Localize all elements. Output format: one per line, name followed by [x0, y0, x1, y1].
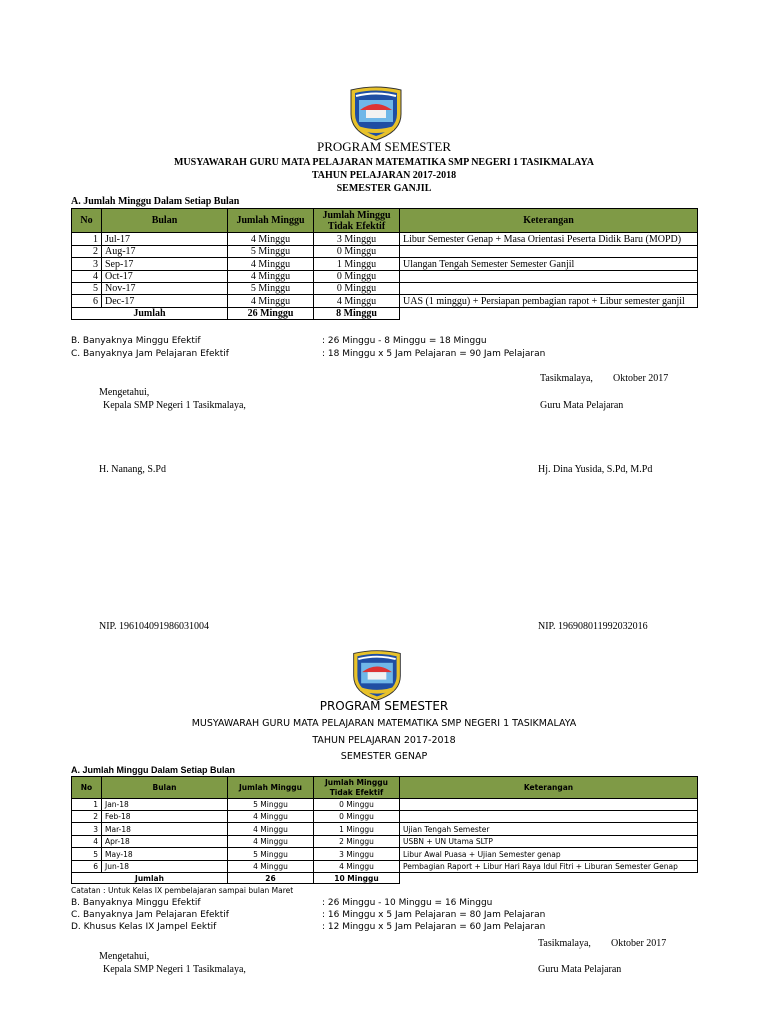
s2-table-body: [72, 799, 698, 884]
cell-jm: 4 Minggu: [228, 271, 314, 283]
cell-ket: [400, 246, 698, 258]
table-row: [72, 848, 698, 861]
cell-no: 5: [72, 848, 102, 861]
s1-date: Oktober 2017: [613, 373, 669, 384]
cell-jte: 3 Minggu: [314, 848, 400, 861]
cell-no: 2: [72, 246, 102, 258]
s1-header-no: No: [72, 209, 102, 233]
cell-ket: Ujian Tengah Semester: [400, 823, 698, 836]
s1-mengetahui: Mengetahui,: [99, 387, 150, 398]
s1-nip-right: NIP. 196908011992032016: [538, 621, 648, 632]
cell-ket: Libur Awal Puasa + Ujian Semester genap: [400, 848, 698, 861]
table-row: [72, 295, 698, 308]
cell-ket: [400, 811, 698, 823]
cell-bulan: May-18: [102, 848, 228, 861]
s2-b-label: B. Banyaknya Minggu Efektif: [71, 898, 201, 908]
s2-header-jte-line2: Tidak Efektif: [329, 787, 384, 797]
cell-bulan: Jul-17: [102, 233, 228, 246]
s2-c-value: : 16 Minggu x 5 Jam Pelajaran = 80 Jam Pelajaran: [322, 910, 546, 920]
s2-mengetahui: Mengetahui,: [99, 951, 150, 962]
total-jte: 8 Minggu: [314, 308, 400, 320]
cell-no: 6: [72, 295, 102, 308]
s2-semester: SEMESTER GENAP: [340, 751, 428, 762]
s2-c-label: C. Banyaknya Jam Pelajaran Efektif: [71, 910, 229, 920]
s1-name-left: H. Nanang, S.Pd: [99, 464, 166, 475]
cell-ket: Pembagian Raport + Libur Hari Raya Idul Fitri + Liburan Semester Genap: [400, 861, 698, 873]
cell-ket: Ulangan Tengah Semester Semester Ganjil: [400, 258, 698, 271]
cell-jm: 5 Minggu: [228, 799, 314, 811]
s2-table: [71, 776, 698, 884]
table-row: [72, 811, 698, 823]
cell-jte: 3 Minggu: [314, 233, 400, 246]
cell-bulan: Jan-18: [102, 799, 228, 811]
table-row: [72, 836, 698, 848]
s1-title: PROGRAM SEMESTER: [317, 139, 451, 154]
s2-guru: Guru Mata Pelajaran: [538, 964, 622, 975]
cell-jte: 1 Minggu: [314, 258, 400, 271]
cell-jm: 4 Minggu: [228, 861, 314, 873]
cell-ket: UAS (1 minggu) + Persiapan pembagian rapot + Libur semester ganjil: [400, 295, 698, 308]
s2-date: Oktober 2017: [611, 938, 667, 949]
s1-c-label: C. Banyaknya Jam Pelajaran Efektif: [71, 349, 229, 359]
table-row: [72, 861, 698, 873]
s2-header-no: No: [72, 777, 102, 799]
s2-subtitle: MUSYAWARAH GURU MATA PELAJARAN MATEMATIKA SMP NEGERI 1 TASIKMALAYA: [191, 718, 577, 729]
s1-header-ket: Keterangan: [400, 209, 698, 233]
cell-ket: [400, 271, 698, 283]
cell-bulan: Apr-18: [102, 836, 228, 848]
s2-d-label: D. Khusus Kelas IX Jampel Eektif: [71, 922, 217, 932]
s1-section-a: A. Jumlah Minggu Dalam Setiap Bulan: [71, 196, 240, 207]
cell-bulan: Jun-18: [102, 861, 228, 873]
cell-no: 1: [72, 233, 102, 246]
cell-no: 2: [72, 811, 102, 823]
cell-jm: 5 Minggu: [228, 283, 314, 295]
s1-b-value: : 26 Minggu - 8 Minggu = 18 Minggu: [322, 336, 487, 346]
s1-nip-left: NIP. 196104091986031004: [99, 621, 210, 632]
s1-header-bulan: Bulan: [102, 209, 228, 233]
s2-header-jm: Jumlah Minggu: [228, 777, 314, 799]
table-row: [72, 823, 698, 836]
cell-bulan: Mar-18: [102, 823, 228, 836]
cell-no: 1: [72, 799, 102, 811]
s2-table-header: [72, 777, 698, 799]
cell-jm: 4 Minggu: [228, 811, 314, 823]
s1-kepala: Kepala SMP Negeri 1 Tasikmalaya,: [103, 400, 246, 411]
cell-ket: Libur Semester Genap + Masa Orientasi Peserta Didik Baru (MOPD): [400, 233, 698, 246]
cell-ket: [400, 283, 698, 295]
s2-header-ket: Keterangan: [400, 777, 698, 799]
cell-bulan: Aug-17: [102, 246, 228, 258]
total-row: [72, 308, 698, 320]
cell-no: 6: [72, 861, 102, 873]
cell-no: 5: [72, 283, 102, 295]
cell-no: 3: [72, 823, 102, 836]
cell-jte: 4 Minggu: [314, 861, 400, 873]
s1-name-right: Hj. Dina Yusida, S.Pd, M.Pd: [538, 464, 653, 475]
table-row: [72, 271, 698, 283]
cell-ket: USBN + UN Utama SLTP: [400, 836, 698, 848]
cell-jte: 0 Minggu: [314, 811, 400, 823]
s2-note: Catatan : Untuk Kelas IX pembelajaran sampai bulan Maret: [71, 886, 294, 895]
s2-header-jte: [314, 777, 400, 799]
school-logo-2: [349, 646, 405, 707]
table-row: [72, 283, 698, 295]
school-logo: [346, 82, 406, 147]
cell-jm: 5 Minggu: [228, 246, 314, 258]
cell-jm: 4 Minggu: [228, 836, 314, 848]
cell-ket: [400, 799, 698, 811]
s2-header-bulan: Bulan: [102, 777, 228, 799]
cell-no: 4: [72, 836, 102, 848]
total-label: Jumlah: [72, 308, 228, 320]
total-jte: 10 Minggu: [314, 873, 400, 884]
cell-jte: 0 Minggu: [314, 271, 400, 283]
s1-table: [71, 208, 698, 320]
table-row: [72, 246, 698, 258]
s2-year: TAHUN PELAJARAN 2017-2018: [312, 735, 456, 746]
cell-jm: 4 Minggu: [228, 258, 314, 271]
s1-semester: SEMESTER GANJIL: [336, 183, 432, 194]
cell-bulan: Oct-17: [102, 271, 228, 283]
cell-jte: 2 Minggu: [314, 836, 400, 848]
s1-header-jte: [314, 209, 400, 233]
total-empty: [400, 308, 698, 320]
cell-jte: 0 Minggu: [314, 799, 400, 811]
s1-guru: Guru Mata Pelajaran: [540, 400, 624, 411]
table-row: [72, 258, 698, 271]
total-jm: 26: [228, 873, 314, 884]
s1-place: Tasikmalaya,: [540, 373, 593, 384]
cell-jte: 1 Minggu: [314, 823, 400, 836]
cell-bulan: Dec-17: [102, 295, 228, 308]
cell-no: 4: [72, 271, 102, 283]
s2-section-a: A. Jumlah Minggu Dalam Setiap Bulan: [71, 765, 236, 775]
s1-table-header: [72, 209, 698, 233]
cell-bulan: Feb-18: [102, 811, 228, 823]
s1-c-value: : 18 Minggu x 5 Jam Pelajaran = 90 Jam Pelajaran: [322, 349, 546, 359]
table-row: [72, 799, 698, 811]
s2-title: PROGRAM SEMESTER: [319, 699, 449, 713]
cell-bulan: Sep-17: [102, 258, 228, 271]
cell-no: 3: [72, 258, 102, 271]
cell-bulan: Nov-17: [102, 283, 228, 295]
total-jm: 26 Minggu: [228, 308, 314, 320]
cell-jm: 5 Minggu: [228, 848, 314, 861]
total-row: [72, 873, 698, 884]
s2-header-jte-line1: Jumlah Minggu: [325, 777, 388, 787]
s1-subtitle: MUSYAWARAH GURU MATA PELAJARAN MATEMATIKA SMP NEGERI 1 TASIKMALAYA: [173, 157, 595, 168]
s1-header-jte-line1: Jumlah Minggu: [322, 209, 391, 221]
s2-d-value: : 12 Minggu x 5 Jam Pelajaran = 60 Jam Pelajaran: [322, 922, 546, 932]
s1-header-jm: Jumlah Minggu: [228, 209, 314, 233]
total-label: Jumlah: [72, 873, 228, 884]
cell-jte: 0 Minggu: [314, 283, 400, 295]
cell-jte: 4 Minggu: [314, 295, 400, 308]
s1-b-label: B. Banyaknya Minggu Efektif: [71, 336, 201, 346]
s2-kepala: Kepala SMP Negeri 1 Tasikmalaya,: [103, 964, 246, 975]
cell-jte: 0 Minggu: [314, 246, 400, 258]
s1-year: TAHUN PELAJARAN 2017-2018: [311, 170, 457, 181]
cell-jm: 4 Minggu: [228, 295, 314, 308]
s1-header-jte-line2: Tidak Efektif: [327, 220, 386, 232]
s1-table-body: [72, 233, 698, 320]
cell-jm: 4 Minggu: [228, 823, 314, 836]
cell-jm: 4 Minggu: [228, 233, 314, 246]
table-row: [72, 233, 698, 246]
s2-place: Tasikmalaya,: [538, 938, 591, 949]
s2-b-value: : 26 Minggu - 10 Minggu = 16 Minggu: [322, 898, 493, 908]
total-empty: [400, 873, 698, 884]
